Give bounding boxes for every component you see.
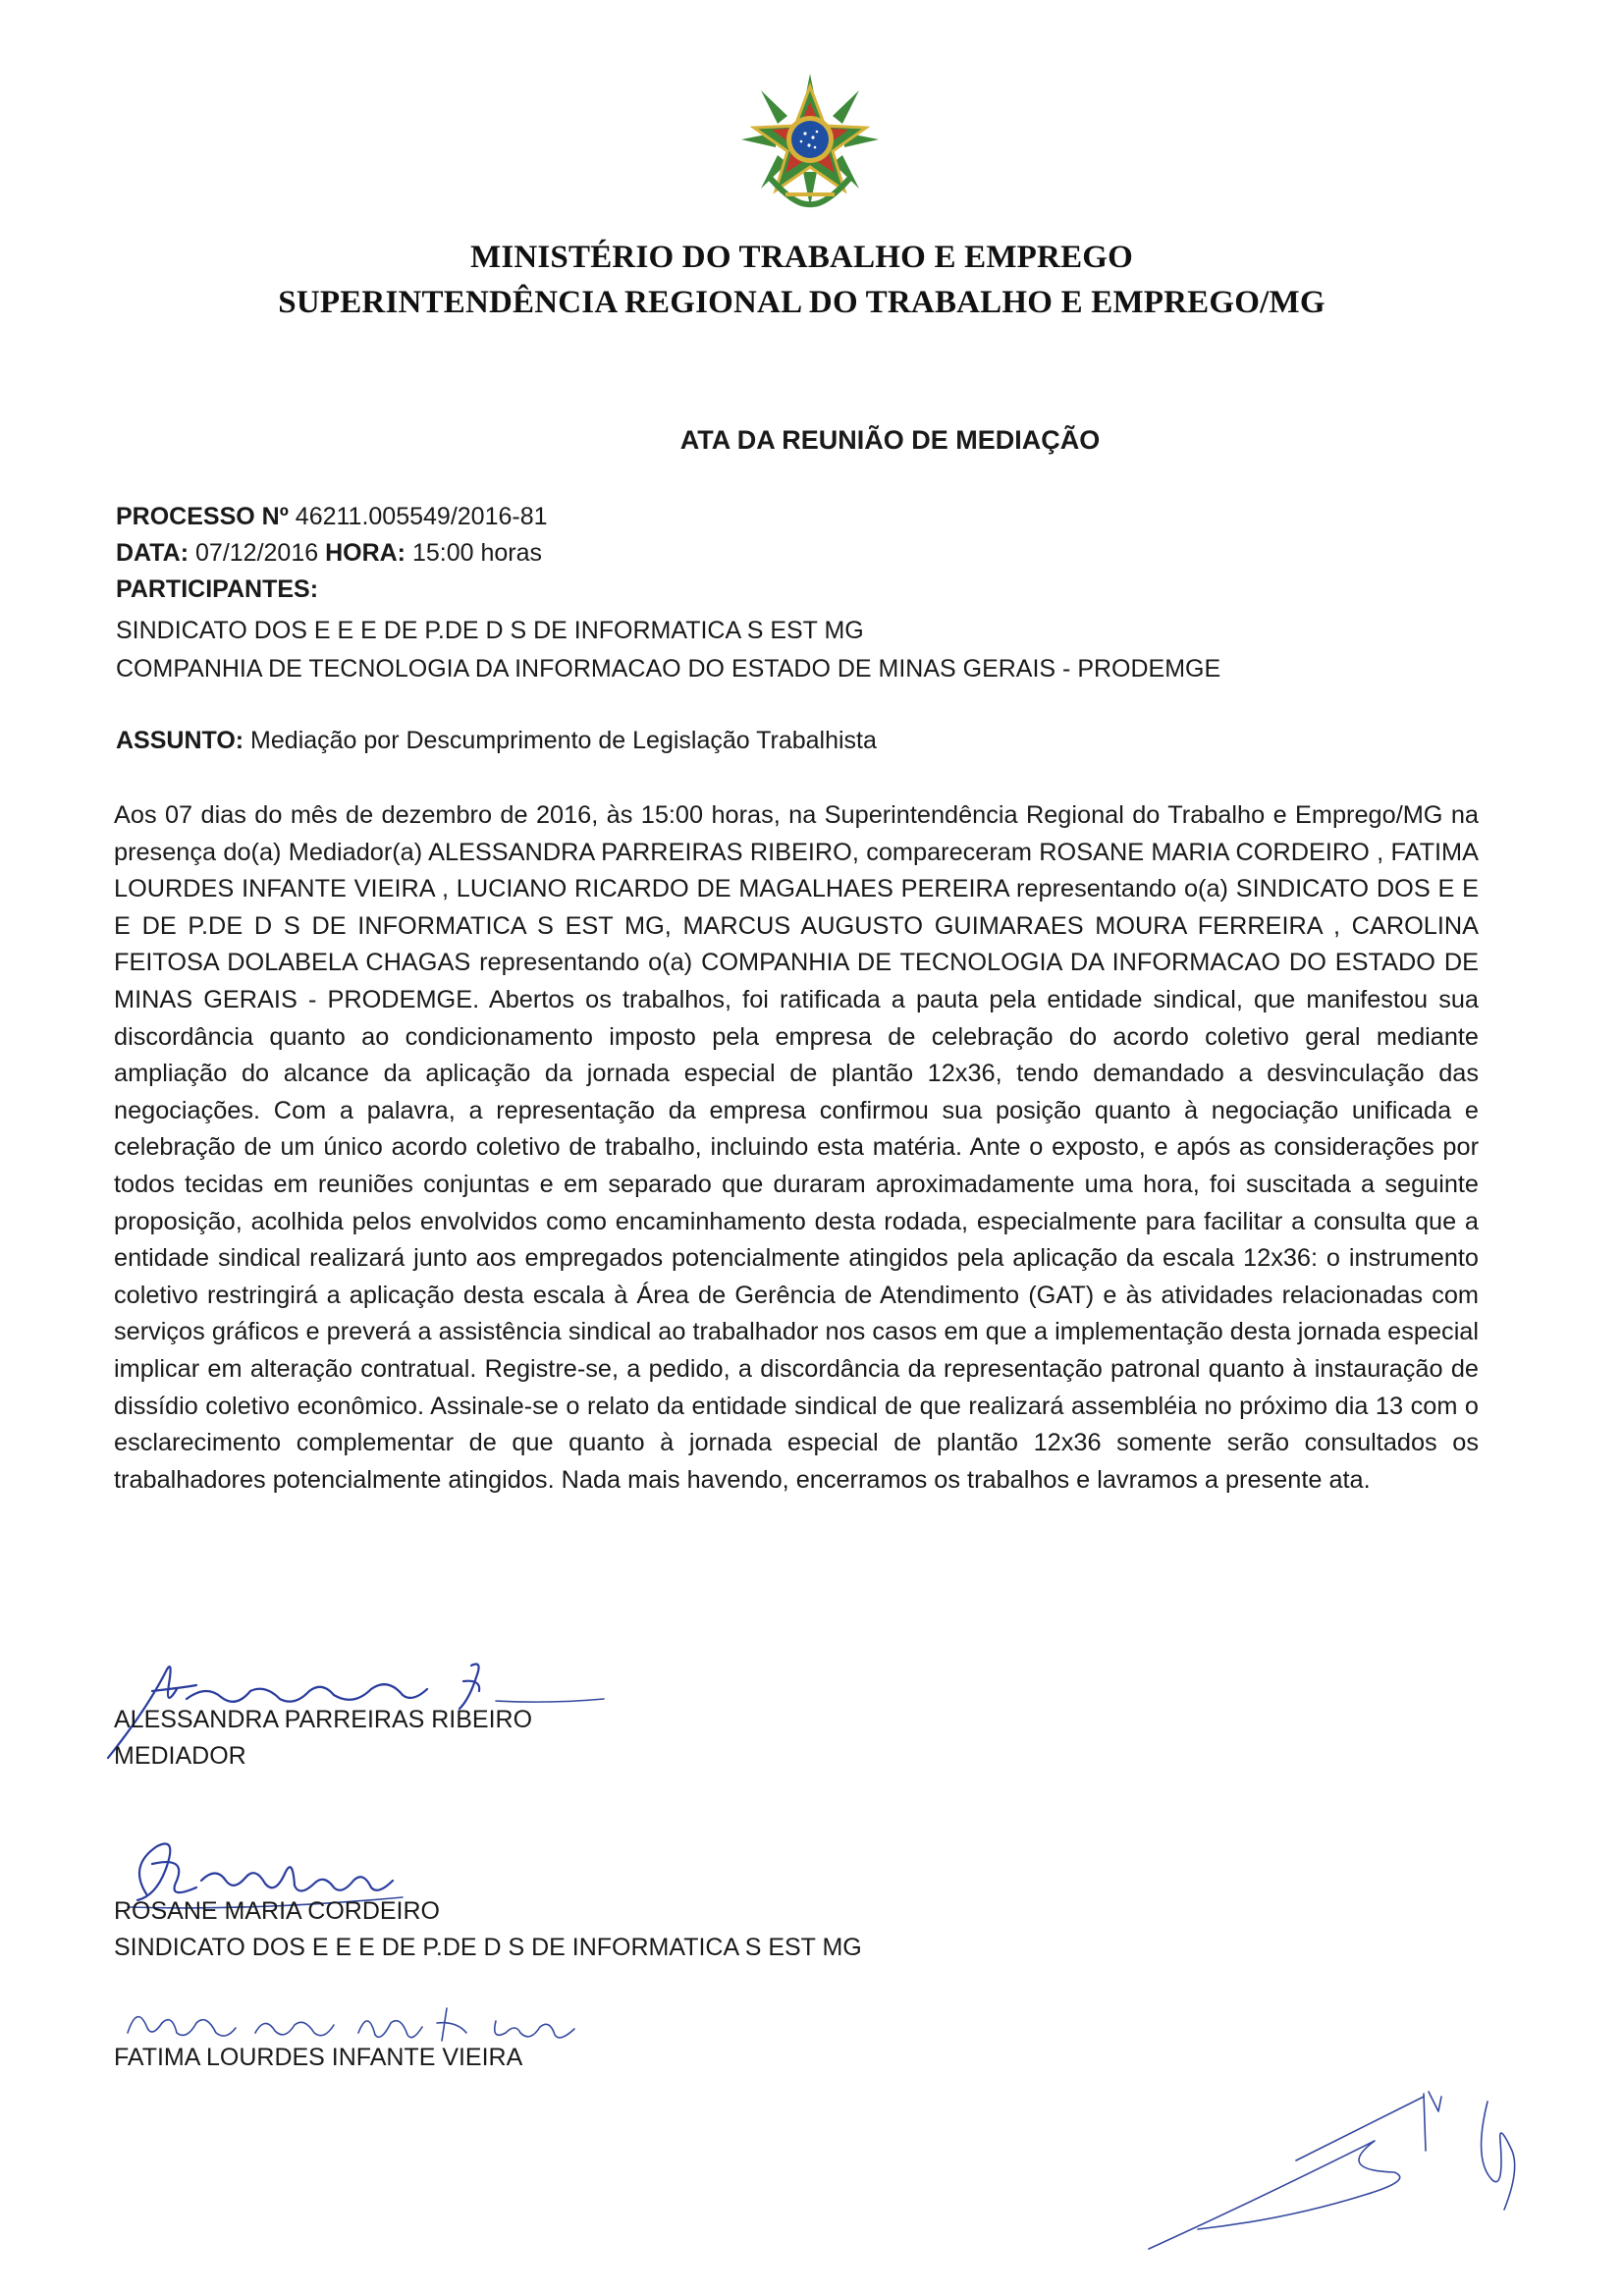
ministry-heading: MINISTÉRIO DO TRABALHO E EMPREGO bbox=[469, 240, 1134, 275]
signature-block-mediator bbox=[114, 1702, 532, 1775]
data-label: DATA: bbox=[116, 539, 189, 567]
participante-2: COMPANHIA DE TECNOLOGIA DA INFORMACAO DO ESTADO DE MINAS GERAIS - PRODEMGE bbox=[116, 655, 1221, 683]
assunto-value: Mediação por Descumprimento de Legislação Trabalhista bbox=[243, 727, 877, 754]
signature-block-rosane bbox=[114, 1893, 862, 1966]
minutes-body-paragraph: Aos 07 dias do mês de dezembro de 2016, às 15:00 horas, na Superintendência Regional do Trabalho e Emprego/MG na presença do(a) Mediador(a) ALESSANDRA PARREIRAS RIBEIRO, compareceram ROSANE MARIA CORDEIRO , FATIMA LOURDES INFANTE VIEIRA , LUCIANO RICARDO DE MAGALHAES PEREIRA representando o(a) SINDICATO DOS E E E DE P.DE D S DE INFORMATICA S EST MG, MARCUS AUGUSTO GUIMARAES MOURA FERREIRA , CAROLINA FEITOSA DOLABELA CHAGAS representando o(a) COMPANHIA DE TECNOLOGIA DA INFORMACAO DO ESTADO DE MINAS GERAIS - PRODEMGE. Abertos os trabalhos, foi ratificada a pauta pela entidade sindical, que manifestou sua discordância quanto ao condicionamento imposto pela empresa de celebração do acordo coletivo geral mediante ampliação do alcance da aplicação da jornada especial de plantão 12x36, tendo demandado a desvinculação das negociações. Com a palavra, a representação da empresa confirmou sua posição quanto à negociação unificada e celebração de um único acordo coletivo de trabalho, incluindo esta matéria. Ante o exposto, e após as considerações por todos tecidas em reuniões conjuntas e em separado que duraram aproximadamente uma hora, foi suscitada a seguinte proposição, acolhida pelos envolvidos como encaminhamento desta rodada, especialmente para facilitar a consulta que a entidade sindical realizará junto aos empregados potencialmente atingidos pela aplicação da escala 12x36: o instrumento coletivo restringirá a aplicação desta escala à Área de Gerência de Atendimento (GAT) e às atividades relacionadas com serviços gráficos e preverá a assistência sindical ao trabalhador nos casos em que a implementação desta jornada especial implicar em alteração contratual. Registre-se, a pedido, a discordância da representação patronal quanto à instauração de dissídio coletivo econômico. Assinale-se o relato da entidade sindical de que realizará assembléia no próximo dia 13 com o esclarecimento complementar de que quanto à jornada especial de plantão 12x36 somente serão consultados os trabalhadores potencialmente atingidos. Nada mais havendo, encerramos os trabalhos e lavramos a presente ata. bbox=[114, 801, 1479, 1494]
signatory-role: MEDIADOR bbox=[114, 1742, 246, 1770]
processo-value: 46211.005549/2016-81 bbox=[288, 503, 548, 530]
assunto-label: ASSUNTO: bbox=[116, 727, 244, 754]
participante-1: SINDICATO DOS E E E DE P.DE D S DE INFORMATICA S EST MG bbox=[116, 617, 864, 644]
brazil-coat-of-arms-emblem bbox=[727, 69, 893, 216]
assunto-line bbox=[116, 723, 877, 759]
superintendency-heading: SUPERINTENDÊNCIA REGIONAL DO TRABALHO E EMPREGO/MG bbox=[278, 285, 1325, 320]
signatory-name: FATIMA LOURDES INFANTE VIEIRA bbox=[114, 2044, 523, 2071]
processo-line bbox=[116, 499, 548, 535]
signature-block-fatima bbox=[114, 2040, 522, 2076]
signatory-role: SINDICATO DOS E E E DE P.DE D S DE INFORMATICA S EST MG bbox=[114, 1934, 862, 1961]
document-title: ATA DA REUNIÃO DE MEDIAÇÃO bbox=[679, 425, 1101, 455]
hora-label: HORA: bbox=[325, 539, 406, 567]
hora-value: 15:00 horas bbox=[406, 539, 543, 567]
participantes-label: PARTICIPANTES: bbox=[116, 575, 319, 603]
processo-label: PROCESSO Nº bbox=[116, 503, 289, 530]
data-hora-line bbox=[116, 535, 542, 572]
margin-initials-handwritten bbox=[1139, 2082, 1551, 2259]
data-value: 07/12/2016 bbox=[189, 539, 326, 567]
signatory-name: ALESSANDRA PARREIRAS RIBEIRO bbox=[114, 1706, 533, 1733]
signatory-name: ROSANE MARIA CORDEIRO bbox=[114, 1897, 440, 1925]
